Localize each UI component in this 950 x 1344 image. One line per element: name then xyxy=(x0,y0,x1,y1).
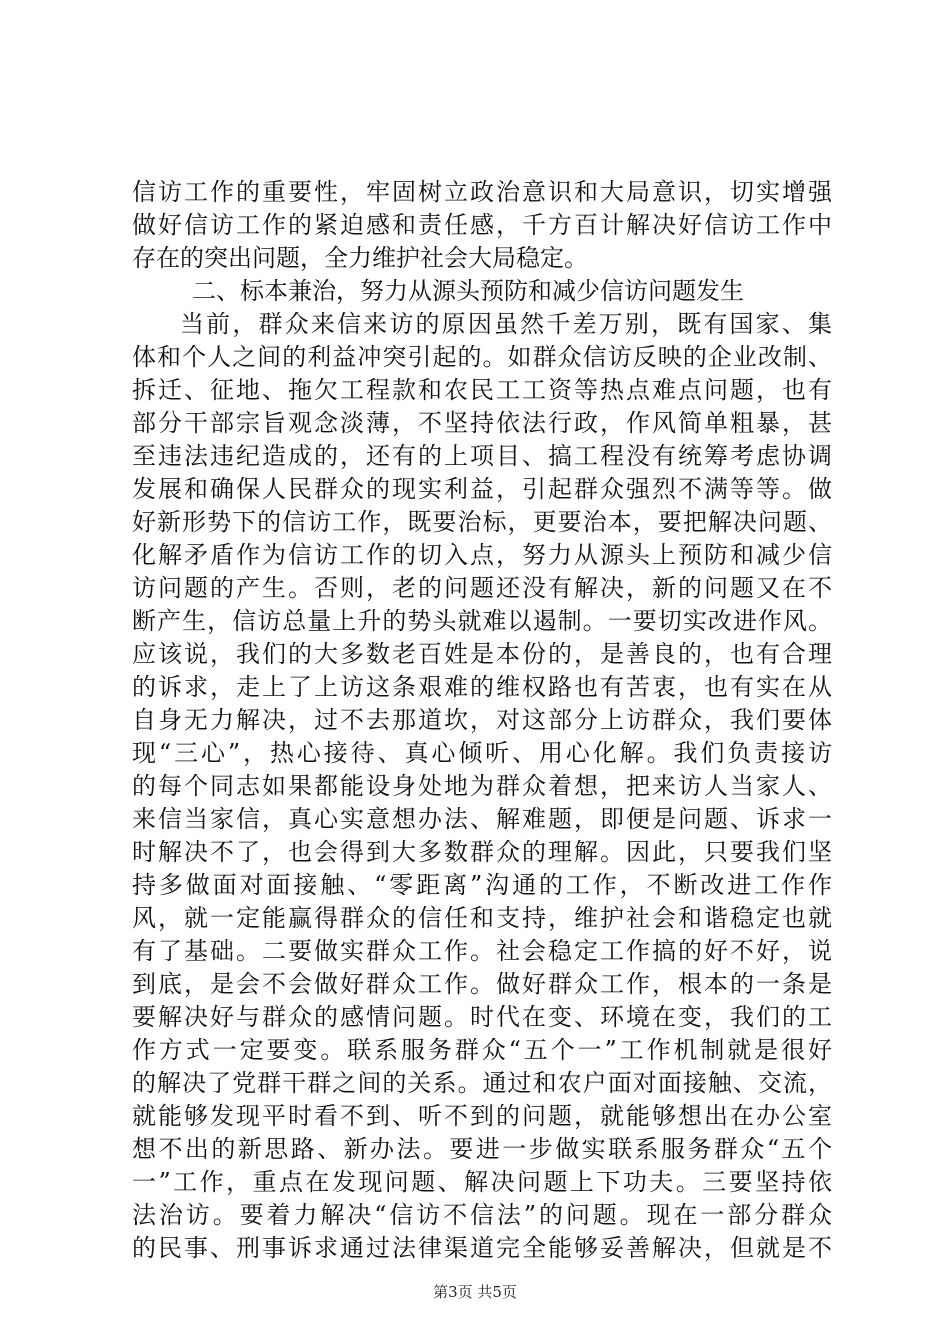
paragraph-line: 法治访。要着力解决“信访不信法”的问题。现在一部分群众 xyxy=(132,1201,832,1229)
paragraph-line: 部分干部宗旨观念淡薄，不坚持依法行政，作风简单粗暴，甚 xyxy=(132,409,832,437)
paragraph-line: 发展和确保人民群众的现实利益，引起群众强烈不满等等。做 xyxy=(132,475,832,503)
paragraph-line: 好新形势下的信访工作，既要治标，更要治本，要把解决问题、 xyxy=(132,508,832,536)
paragraph-line: 到底，是会不会做好群众工作。做好群众工作，根本的一条是 xyxy=(132,970,832,998)
paragraph-line: 体和个人之间的利益冲突引起的。如群众信访反映的企业改制、 xyxy=(132,343,832,371)
section-heading: 二、标本兼治，努力从源头预防和减少信访问题发生 xyxy=(192,277,744,305)
paragraph-line: 的民事、刑事诉求通过法律渠道完全能够妥善解决，但就是不 xyxy=(132,1234,832,1262)
paragraph-line: 的解决了党群干群之间的关系。通过和农户面对面接触、交流， xyxy=(132,1069,832,1097)
paragraph-line: 信访工作的重要性，牢固树立政治意识和大局意识，切实增强 xyxy=(132,178,832,206)
paragraph-line: 化解矛盾作为信访工作的切入点，努力从源头上预防和减少信 xyxy=(132,541,832,569)
paragraph-line: 一”工作，重点在发现问题、解决问题上下功夫。三要坚持依 xyxy=(132,1168,832,1196)
paragraph-line: 做好信访工作的紧迫感和责任感，千方百计解决好信访工作中 xyxy=(132,211,832,239)
paragraph-line: 的诉求，走上了上访这条艰难的维权路也有苦衷，也有实在从 xyxy=(132,673,832,701)
paragraph-line: 就能够发现平时看不到、听不到的问题，就能够想出在办公室 xyxy=(132,1102,832,1130)
paragraph-line: 风，就一定能赢得群众的信任和支持，维护社会和谐稳定也就 xyxy=(132,904,832,932)
page-number-footer: 第3页 共5页 xyxy=(433,1283,517,1301)
paragraph-line: 访问题的产生。否则，老的问题还没有解决，新的问题又在不 xyxy=(132,574,832,602)
paragraph-line: 至违法违纪造成的，还有的上项目、搞工程没有统筹考虑协调 xyxy=(132,442,832,470)
paragraph-line: 现“三心”，热心接待、真心倾听、用心化解。我们负责接访 xyxy=(132,739,832,767)
paragraph-line: 来信当家信，真心实意想办法、解难题，即便是问题、诉求一 xyxy=(132,805,832,833)
paragraph-line: 持多做面对面接触、“零距离”沟通的工作，不断改进工作作 xyxy=(132,871,832,899)
paragraph-line: 断产生，信访总量上升的势头就难以遏制。一要切实改进作风。 xyxy=(132,607,832,635)
paragraph-line: 时解决不了，也会得到大多数群众的理解。因此，只要我们坚 xyxy=(132,838,832,866)
paragraph-line: 存在的突出问题，全力维护社会大局稳定。 xyxy=(132,244,588,272)
document-body xyxy=(132,176,832,1265)
paragraph-line: 拆迁、征地、拖欠工程款和农民工工资等热点难点问题，也有 xyxy=(132,376,832,404)
paragraph-line: 应该说，我们的大多数老百姓是本份的，是善良的，也有合理 xyxy=(132,640,832,668)
paragraph-line: 有了基础。二要做实群众工作。社会稳定工作搞的好不好，说 xyxy=(132,937,832,965)
paragraph-line: 当前，群众来信来访的原因虽然千差万别，既有国家、集 xyxy=(180,310,832,338)
paragraph-line: 想不出的新思路、新办法。要进一步做实联系服务群众“五个 xyxy=(132,1135,832,1163)
paragraph-line: 的每个同志如果都能设身处地为群众着想，把来访人当家人、 xyxy=(132,772,832,800)
paragraph-line: 作方式一定要变。联系服务群众“五个一”工作机制就是很好 xyxy=(132,1036,832,1064)
paragraph-line: 自身无力解决，过不去那道坎，对这部分上访群众，我们要体 xyxy=(132,706,832,734)
paragraph-line: 要解决好与群众的感情问题。时代在变、环境在变，我们的工 xyxy=(132,1003,832,1031)
